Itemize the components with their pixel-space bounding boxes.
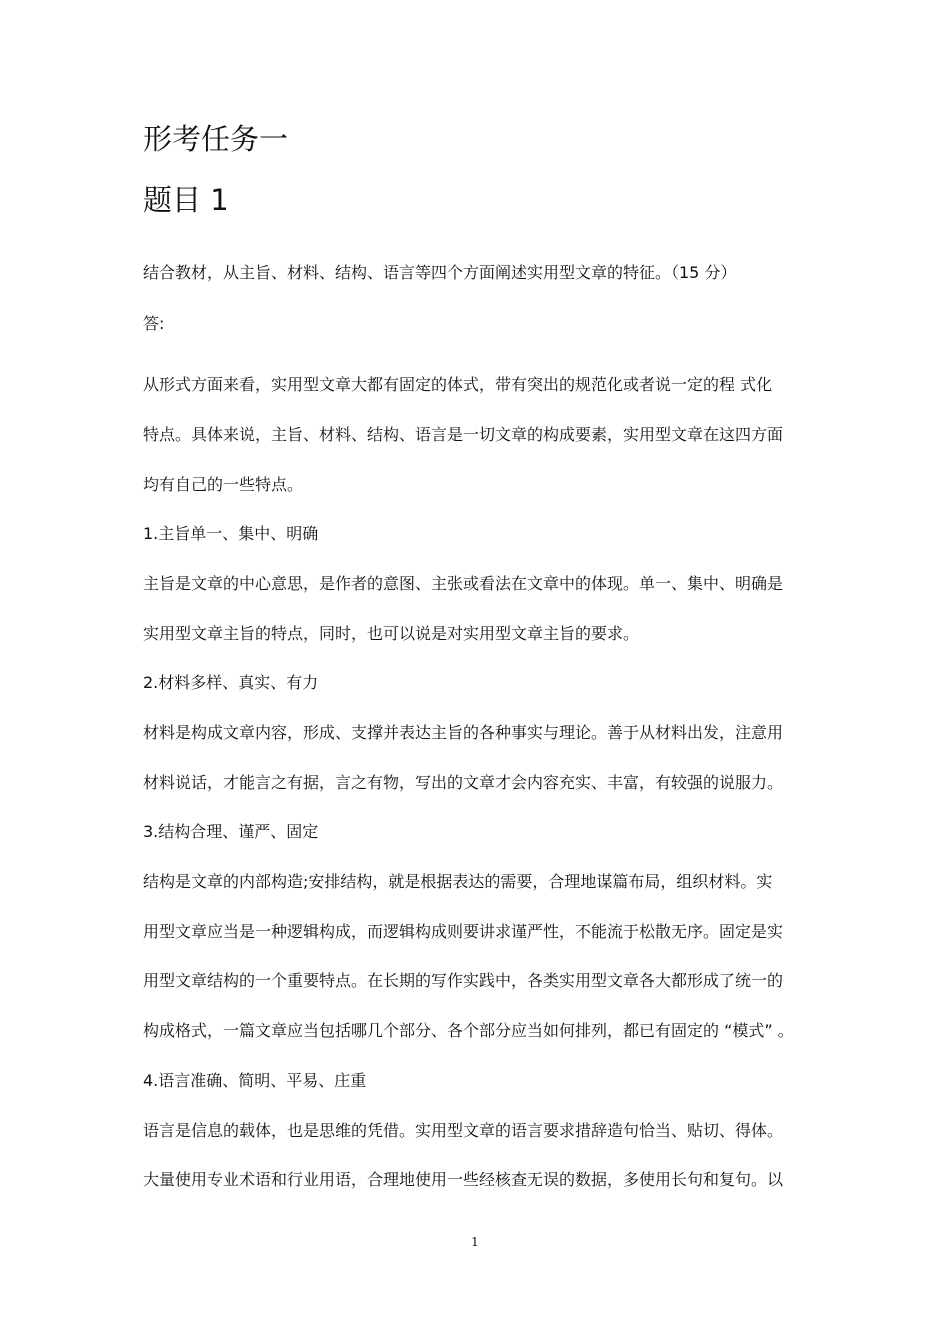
body-line: 特点。具体来说，主旨、材料、结构、语言是一切文章的构成要素，实用型文章在这四方面	[143, 425, 784, 444]
body-line: 实用型文章主旨的特点，同时，也可以说是对实用型文章主旨的要求。	[143, 624, 640, 643]
body-line: 主旨是文章的中心意思，是作者的意图、主张或看法在文章中的体现。单一、集中、明确是	[143, 574, 784, 593]
section-heading: 4.语言准确、简明、平易、庄重	[143, 1071, 367, 1090]
body-line: 材料是构成文章内容，形成、支撑并表达主旨的各种事实与理论。善于从材料出发，注意用	[143, 723, 784, 742]
body-line: 构成格式，一篇文章应当包括哪几个部分、各个部分应当如何排列，都已有固定的 “模式” 。	[143, 1021, 794, 1040]
body-line: 从形式方面来看，实用型文章大都有固定的体式，带有突出的规范化或者说一定的程 式化	[143, 375, 773, 394]
section-heading: 2.材料多样、真实、有力	[143, 673, 319, 692]
document-subtitle: 题目 1	[143, 183, 229, 217]
document-title: 形考任务一	[143, 122, 289, 156]
body-line: 材料说话，才能言之有据，言之有物，写出的文章才会内容充实、丰富，有较强的说服力。	[143, 773, 784, 792]
answer-label: 答:	[143, 314, 165, 333]
body-line: 用型文章结构的一个重要特点。在长期的写作实践中，各类实用型文章各大都形成了统一的	[143, 971, 784, 990]
question-text: 结合教材，从主旨、材料、结构、语言等四个方面阐述实用型文章的特征。（15 分）	[143, 263, 737, 282]
section-heading: 1.主旨单一、集中、明确	[143, 524, 319, 543]
body-line: 用型文章应当是一种逻辑构成，而逻辑构成则要讲求谨严性，不能流于松散无序。固定是实	[143, 922, 784, 941]
body-line: 均有自己的一些特点。	[143, 475, 304, 494]
body-line: 语言是信息的载体，也是思维的凭借。实用型文章的语言要求措辞造句恰当、贴切、得体。	[143, 1121, 784, 1140]
body-line: 大量使用专业术语和行业用语，合理地使用一些经核查无误的数据，多使用长句和复句。以	[143, 1170, 784, 1189]
page-number: 1	[471, 1235, 479, 1249]
section-heading: 3.结构合理、谨严、固定	[143, 822, 319, 841]
body-line: 结构是文章的内部构造;安排结构，就是根据表达的需要，合理地谋篇布局，组织材料。实	[143, 872, 773, 891]
